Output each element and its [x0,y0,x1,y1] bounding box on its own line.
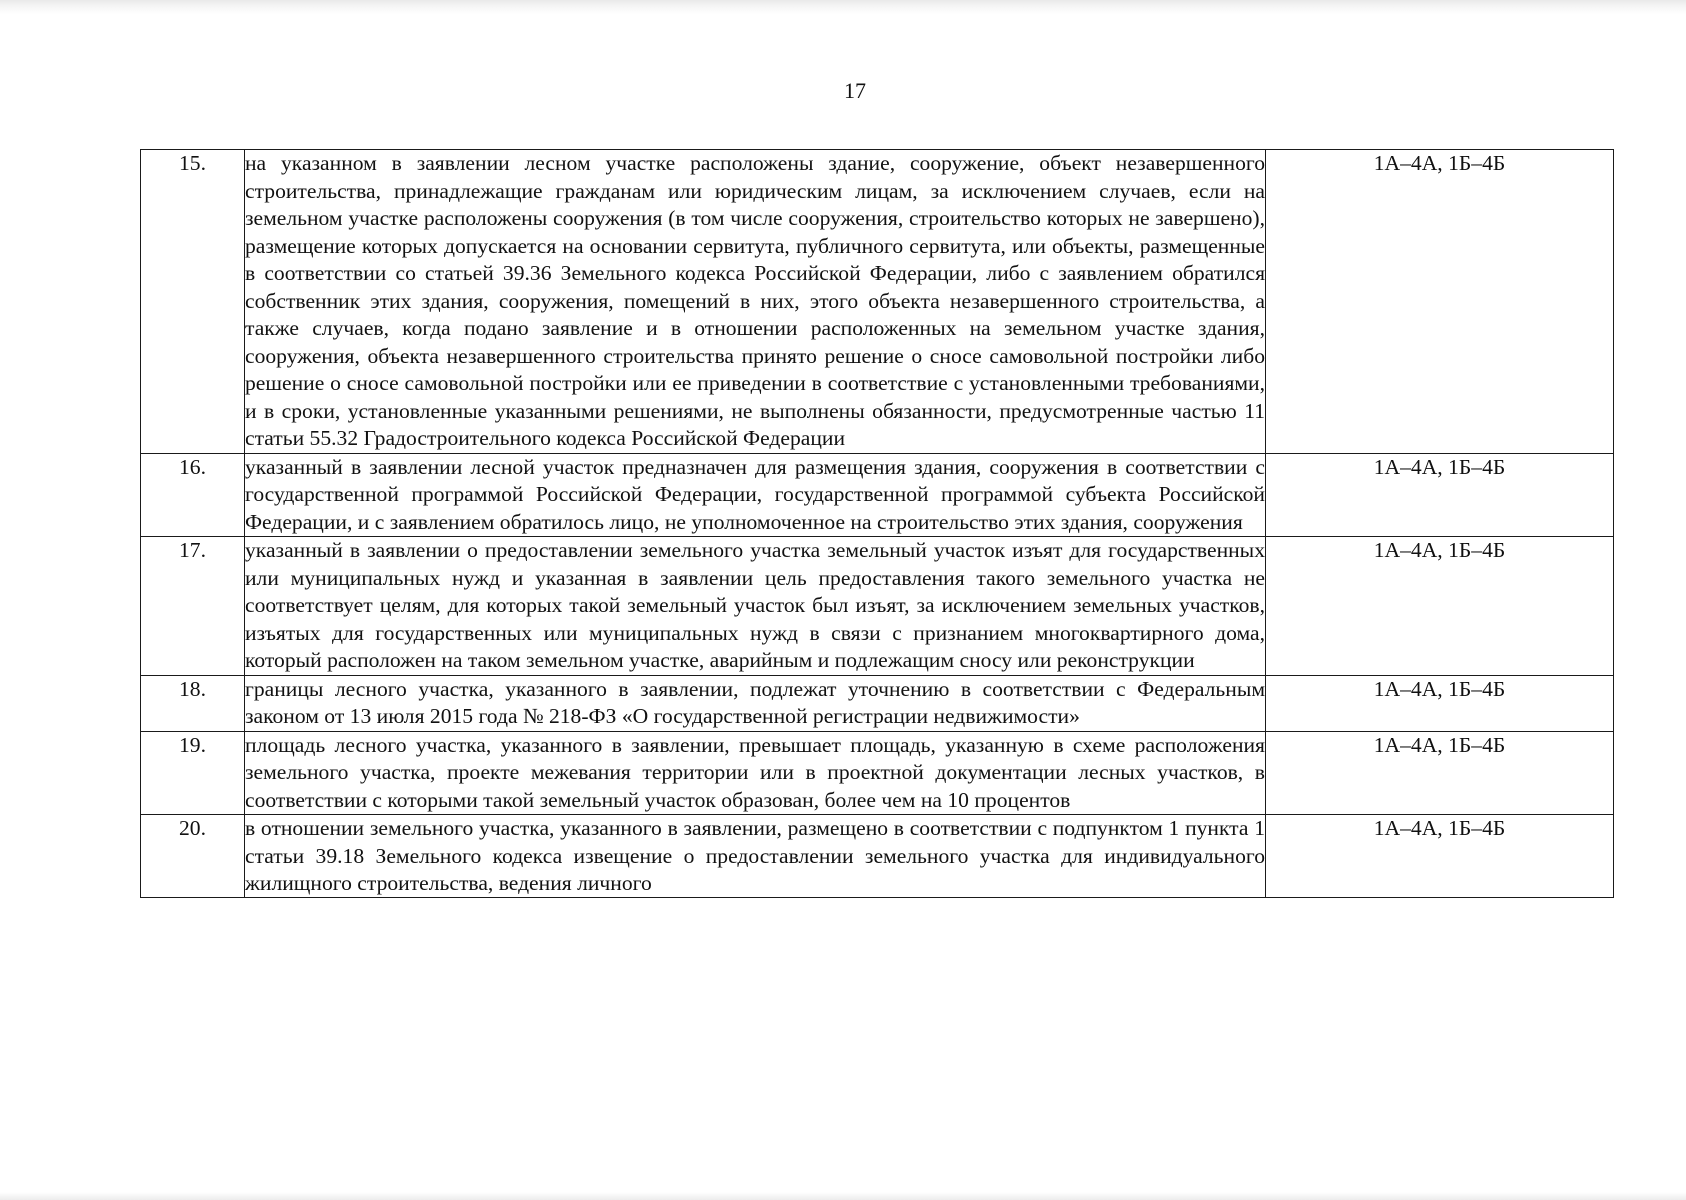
table-row [141,453,1614,537]
row-number: 16. [141,453,245,537]
row-number: 19. [141,731,245,815]
scan-edge-bottom [0,1192,1686,1200]
row-text-cell [245,815,1266,898]
row-codes: 1А–4А, 1Б–4Б [1266,731,1614,815]
row-codes: 1А–4А, 1Б–4Б [1266,675,1614,731]
row-codes: 1А–4А, 1Б–4Б [1266,150,1614,454]
row-codes: 1А–4А, 1Б–4Б [1266,453,1614,537]
row-text: на указанном в заявлении лесном участке расположены здание, сооружение, объект незавершенного строительства, принадлежащие гражданам или юридическим лицам, за исключением случаев, если на земельном участке расположены сооружения (в том числе сооружения, строительство которых не завершено), размещение которых допускается на основании сервитута, публичного сервитута, или объекты, размещенные в соответствии со статьей 39.36 Земельного кодекса Российской Федерации, либо с заявлением обратился собственник этих здания, сооружения, помещений в них, этого объекта незавершенного строительства, а также случаев, когда подано заявление и в отношении расположенных на земельном участке здания, сооружения, объекта незавершенного строительства принято решение о сносе самовольной постройки либо решение о сносе самовольной постройки или ее приведении в соответствие с установленными требованиями, и в сроки, установленные указанными решениями, не выполнены обязанности, предусмотренные частью 11 статьи 55.32 Градостроительного кодекса Российской Федерации [245,150,1266,454]
row-number: 15. [141,150,245,454]
table-row [141,731,1614,815]
row-text: указанный в заявлении лесной участок предназначен для размещения здания, сооружения в соответствии с государственной программой Российской Федерации, государственной программой субъекта Российской Федерации, и с заявлением обратилось лицо, не уполномоченное на строительство этих здания, сооружения [245,453,1266,537]
requirements-table [140,149,1614,898]
row-number: 17. [141,537,245,676]
table-row [141,150,1614,454]
row-text: в отношении земельного участка, указанного в заявлении, размещено в соответствии с подпунктом 1 пункта 1 статьи 39.18 Земельного кодекса извещение о предоставлении земельного участка для индивидуального жилищного строительства, ведения личного [245,816,1265,895]
row-codes: 1А–4А, 1Б–4Б [1266,815,1614,898]
table-row [141,537,1614,676]
row-text: площадь лесного участка, указанного в заявлении, превышает площадь, указанную в схеме расположения земельного участка, проекте межевания территории или в проектной документации лесных участков, в соответствии с которыми такой земельный участок образован, более чем на 10 процентов [245,731,1266,815]
table-row [141,815,1614,898]
row-number: 18. [141,675,245,731]
row-number: 20. [141,815,245,898]
table-row [141,675,1614,731]
row-text: указанный в заявлении о предоставлении земельного участка земельный участок изъят для государственных или муниципальных нужд и указанная в заявлении цель предоставления такого земельного участка не соответствует целям, для которых такой земельный участок был изъят, за исключением земельных участков, изъятых для государственных или муниципальных нужд в связи с признанием многоквартирного дома, который расположен на таком земельном участке, аварийным и подлежащим сносу или реконструкции [245,537,1266,676]
row-text: границы лесного участка, указанного в заявлении, подлежат уточнению в соответствии с Федеральным законом от 13 июля 2015 года № 218-ФЗ «О государственной регистрации недвижимости» [245,675,1266,731]
scan-edge-top [0,0,1686,14]
page-number: 17 [844,78,866,103]
row-codes: 1А–4А, 1Б–4Б [1266,537,1614,676]
